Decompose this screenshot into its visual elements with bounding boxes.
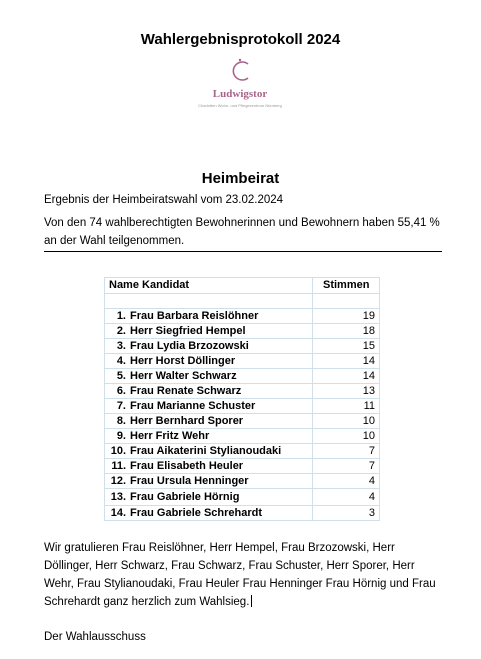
candidate-votes: 4 [313,474,380,489]
candidate-rank: 5. [116,369,126,382]
candidate-rank: 12. [110,474,126,487]
candidate-rank: 1. [116,309,126,322]
candidate-rank: 11. [111,459,126,472]
congratulations-text [44,539,444,611]
candidate-rank: 9. [116,429,126,442]
candidate-cell [105,459,313,474]
table-row [105,369,380,384]
candidate-votes: 11 [313,399,380,414]
table-row [105,444,380,459]
candidate-rank: 3. [116,339,126,352]
candidate-name: Frau Renate Schwarz [130,384,242,397]
candidate-cell [105,369,313,384]
participation-text: Von den 74 wahlberechtigten Bewohnerinnen und Bewohnern haben 55,41 % an der Wahl teilgenommen. [44,214,442,252]
candidate-rank: 2. [116,324,126,337]
table-row [105,384,380,399]
candidate-name: Frau Ursula Henninger [130,474,249,487]
candidate-name: Herr Fritz Wehr [130,429,210,442]
table-row [105,506,380,521]
candidate-votes: 18 [313,324,380,339]
results-body [105,294,380,521]
document-title: Wahlergebnisprotokoll 2024 [140,31,341,48]
congratulations-body: Wir gratulieren Frau Reislöhner, Herr Hempel, Frau Brzozowski, Herr Döllinger, Herr Schwarz, Frau Schwarz, Frau Schuster, Herr Sporer, Herr Wehr, Frau Stylianoudaki, Frau Heuler Frau Henninger Frau Hörnig und Frau Schrehardt ganz herzlich zum Wahlsieg. [44,542,436,608]
candidate-rank: 4. [116,354,126,367]
candidate-name: Frau Lydia Brzozowski [130,339,249,352]
logo-c-icon [190,57,290,87]
candidate-cell [105,414,313,429]
candidate-votes: 3 [313,506,380,521]
table-row [105,459,380,474]
logo-brand: Ludwigstor [212,88,268,100]
candidate-name: Herr Walter Schwarz [130,369,237,382]
table-row [105,324,380,339]
candidate-rank: 8. [116,414,126,427]
candidate-rank: 10. [110,444,126,457]
candidate-votes: 14 [313,354,380,369]
logo-subtitle: Charlotten Wohn- und Pflegezentrum Nürnberg [198,103,282,108]
candidate-cell [105,429,313,444]
candidate-name: Frau Gabriele Schrehardt [130,506,263,519]
table-row [105,489,380,506]
candidate-votes: 13 [313,384,380,399]
candidate-name: Frau Elisabeth Heuler [130,459,244,472]
candidate-cell [105,354,313,369]
ludwigstor-logo [190,57,290,119]
candidate-name: Frau Aikaterini Stylianoudaki [130,444,282,457]
table-row [105,309,380,324]
header-votes: Stimmen [313,278,380,294]
candidate-cell [105,309,313,324]
table-header-row [105,278,380,294]
candidate-votes: 10 [313,429,380,444]
candidate-votes: 14 [313,369,380,384]
candidate-cell [105,444,313,459]
candidate-name: Frau Gabriele Hörnig [130,490,240,503]
table-spacer-row [105,294,380,309]
text-cursor [251,595,252,607]
header-name: Name Kandidat [105,278,313,294]
table-row [105,414,380,429]
table-row [105,429,380,444]
results-table [104,277,380,521]
candidate-cell [105,489,313,506]
candidate-votes: 10 [313,414,380,429]
candidate-rank: 14. [110,506,126,519]
candidate-votes: 15 [313,339,380,354]
candidate-cell [105,324,313,339]
table-row [105,474,380,489]
candidate-votes: 4 [313,489,380,506]
candidate-name: Frau Marianne Schuster [130,399,256,412]
section-title: Heimbeirat [201,170,280,187]
candidate-votes: 7 [313,459,380,474]
candidate-name: Herr Horst Döllinger [130,354,236,367]
candidate-votes: 19 [313,309,380,324]
candidate-cell [105,506,313,521]
signature: Der Wahlausschuss [44,631,146,643]
candidate-name: Frau Barbara Reislöhner [130,309,259,322]
candidate-cell [105,474,313,489]
election-intro: Ergebnis der Heimbeiratswahl vom 23.02.2024 [44,194,284,206]
candidate-rank: 7. [116,399,126,412]
candidate-rank: 13. [110,490,126,503]
candidate-name: Herr Bernhard Sporer [130,414,244,427]
candidate-votes: 7 [313,444,380,459]
table-row [105,399,380,414]
candidate-cell [105,399,313,414]
table-row [105,354,380,369]
candidate-cell [105,384,313,399]
candidate-cell [105,339,313,354]
candidate-rank: 6. [116,384,126,397]
table-row [105,339,380,354]
candidate-name: Herr Siegfried Hempel [130,324,246,337]
